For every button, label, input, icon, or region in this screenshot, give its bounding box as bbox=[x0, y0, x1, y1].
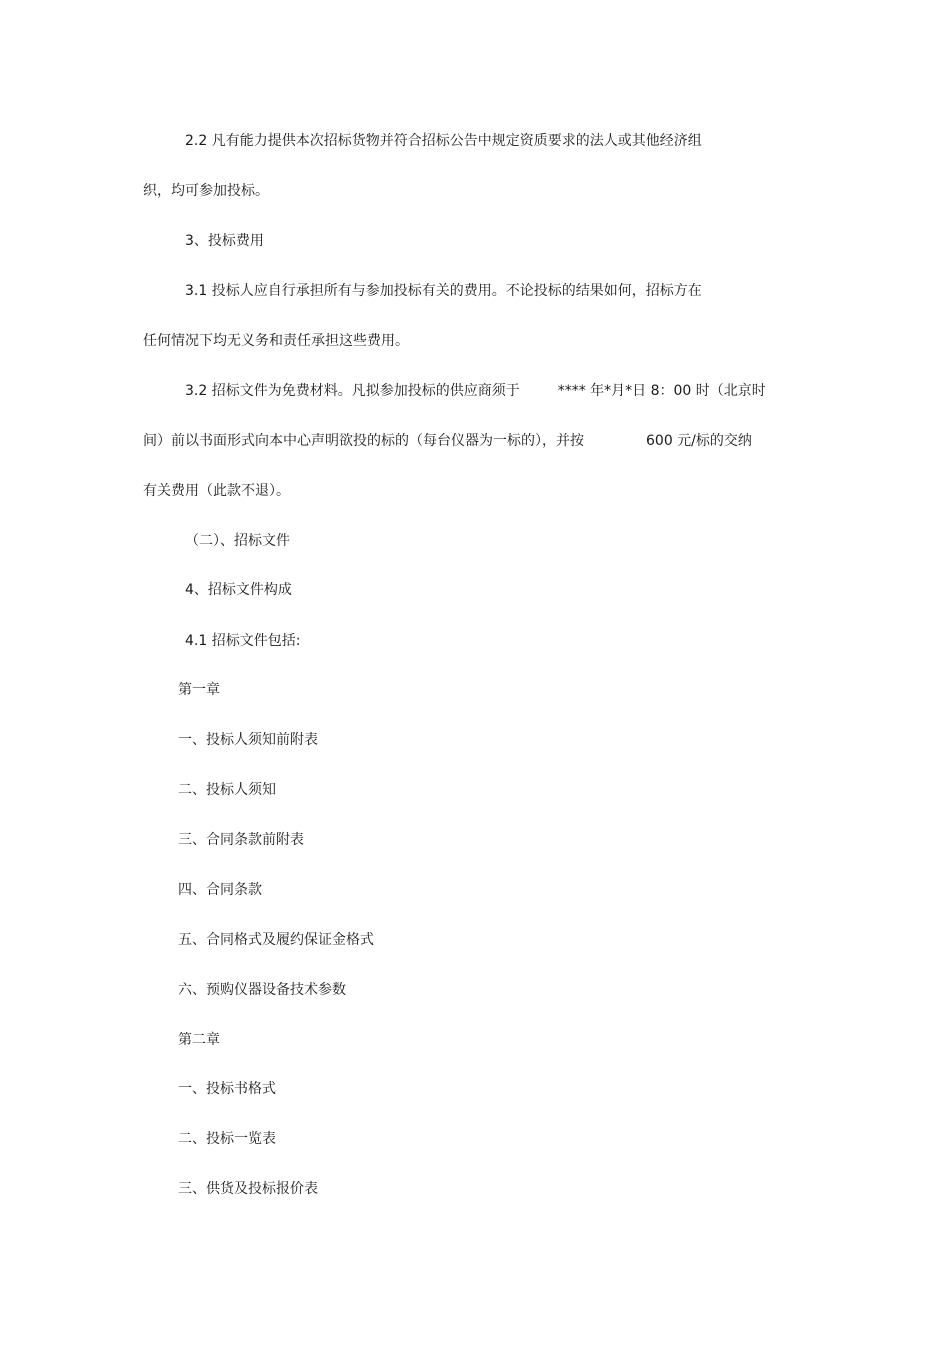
paragraph-3-2-line3: 有关费用（此款不退）。 bbox=[143, 483, 290, 499]
paragraph-3-2-line2-part1: 间）前以书面形式向本中心声明欲投的标的（每台仪器为一标的），并按 bbox=[143, 433, 584, 449]
chapter-1-item: 三、合同条款前附表 bbox=[178, 832, 304, 848]
chapter-1-item: 一、投标人须知前附表 bbox=[178, 732, 318, 748]
paragraph-3-2-line1 bbox=[185, 381, 766, 401]
chapter-2-item: 一、投标书格式 bbox=[178, 1081, 276, 1097]
chapter-2-item: 三、供货及投标报价表 bbox=[178, 1181, 318, 1197]
chapter-1-item: 六、预购仪器设备技术参数 bbox=[178, 982, 346, 998]
chapter-2-item: 二、投标一览表 bbox=[178, 1131, 276, 1147]
chapter-1-item: 二、投标人须知 bbox=[178, 782, 276, 798]
paragraph-3-2-line2 bbox=[143, 431, 752, 451]
paragraph-2-2-line2: 织，均可参加投标。 bbox=[143, 183, 269, 199]
paragraph-3-1-line1: 3.1 投标人应自行承担所有与参加投标有关的费用。不论投标的结果如何，招标方在 bbox=[185, 283, 702, 299]
chapter-1-item: 四、合同条款 bbox=[178, 882, 262, 898]
chapter-2-title: 第二章 bbox=[178, 1032, 220, 1048]
paragraph-4-1: 4.1 招标文件包括: bbox=[185, 633, 301, 649]
chapter-1-item: 五、合同格式及履约保证金格式 bbox=[178, 932, 374, 948]
paragraph-3-2-line1-part2: **** 年*月*日 8：00 时（北京时 bbox=[557, 383, 766, 399]
heading-bidding-costs: 3、投标费用 bbox=[185, 233, 264, 249]
heading-document-composition: 4、招标文件构成 bbox=[185, 582, 292, 598]
heading-bidding-documents: （二）、招标文件 bbox=[185, 533, 290, 549]
paragraph-3-1-line2: 任何情况下均无义务和责任承担这些费用。 bbox=[143, 333, 409, 349]
paragraph-3-2-line2-part2: 600 元/标的交纳 bbox=[646, 433, 752, 449]
paragraph-3-2-line1-part1: 3.2 招标文件为免费材料。凡拟参加投标的供应商须于 bbox=[185, 383, 520, 399]
chapter-1-title: 第一章 bbox=[178, 682, 220, 698]
paragraph-2-2-line1: 2.2 凡有能力提供本次招标货物并符合招标公告中规定资质要求的法人或其他经济组 bbox=[185, 133, 702, 149]
